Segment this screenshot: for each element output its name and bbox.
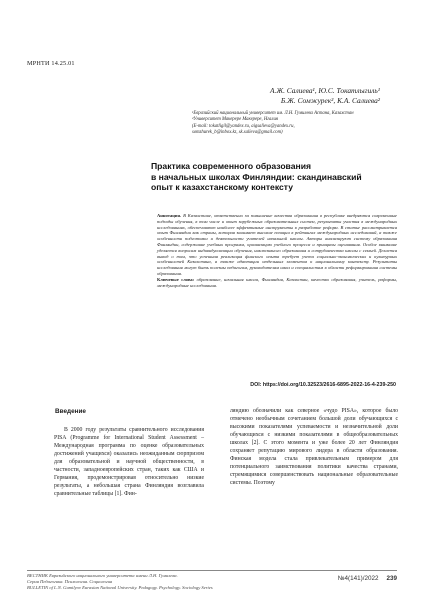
doi-link[interactable]: DOI: https://doi.org/10.32523/2616-6895-2022-16-4-239-250 [250,382,396,388]
authors-line: А.Ж. Салиева¹, Ю.С. Токатлыгиль¹ [269,86,380,95]
authors [270,86,380,106]
section-heading-introduction: Введение [55,408,86,415]
footer-line: ВЕСТНИК Евразийского национального университета имени Л.Н. Гумилева. [27,573,178,578]
body-column-right [230,408,398,488]
title-line: Практика современного образования [151,161,311,171]
abstract [157,213,397,288]
affiliation-line: ¹Евразийский национальный университет им. Л.Н. Гумилева Астана, Казахстан [192,111,354,116]
footer-divider [27,570,397,571]
paragraph: В 2000 году результаты сравнительного исследования PISA (Programme for International Student Assessment – Международная программа по оценке образовательных достижений учащихся) оказались неожиданным сюрпризом для образовательной и научной общественности, в частности, западноевропейских стран, таких как США и Германия, продемонстрировав относительно низкие результаты, а небольшая страна Финляндия возглавила сравнительные таблицы [1]. Фин- [54,427,204,497]
email-line: somzhurek_b@inbox.kz, sk.salieva@gmail.com) [192,129,283,135]
article-title [151,161,396,193]
email-line: (E-mail: tokatligil@yandex.ru, aigsalieva@yandex.ru, [192,123,295,129]
body-column-left [54,427,204,499]
footer-line: Серия Педагогика. Психология. Социология [27,578,113,584]
authors-line: Б.Ж. Сомжурек², К.А. Салиева² [280,96,380,105]
affiliation-line: ²Университет Макерере Макерере, Нгалия [192,117,278,123]
issue-page [338,575,397,582]
journal-footer [27,573,213,591]
page-number: 239 [386,575,397,582]
issue-number: №4(141)/2022 [337,575,379,582]
abstract-text: В Казахстане, ответственно за повышение качества образования в республике внедряются современные подходы обучения, в том числе и опыт зарубежных образовательных систем, результаты участия в международных исследованиях, обеспечивают наиболее эффективные инструменты в разработке реформ. В статье рассматривается опыт Финляндии как страны, которая занимает высокие позиции в рейтингах международных исследований, а также особенности подготовки и деятельности учителей начальной школы. Авторы анализируют систему образования Финляндии, содержание учебных программ, организацию учебного процесса и принципы оценивания. Особое внимание уделяется вопросам индивидуализации обучения, инклюзивного образования и сотрудничества школы с семьей. Делается вывод о том, что успешная реализация финского опыта требует учета социально-экономических и культурных особенностей Казахстана, а также адаптации отдельных элементов к национальному контексту. Результаты исследования могут быть полезны педагогам, руководителям школ и специалистам в области реформирования системы образования. [157,213,397,276]
title-line: опыт к казахстанскому контексту [151,182,294,193]
mrnti-code: МРНТИ 14.25.01 [27,60,75,67]
affiliations [192,111,392,136]
abstract-label: Аннотация. [157,213,182,218]
footer-line: BULLETIN of L.N. Gumilyov Eurasian National University. Pedagogy. Psychology. Sociology Series [27,584,213,590]
keywords-label: Ключевые слова: [157,276,195,282]
paragraph: ляндию обозначили как северное «чудо PISA», которое было отмечено необычным сочетанием большой доли обучающихся с высокими показателями успеваемости и незначительной доли обучающихся с низкими показателями в общеобразовательных школах [2]. С этого момента и уже более 20 лет Финляндия сохраняет репутацию мирового лидера в области образования. Финская модела стала привлекательным примером для потенциального заимствования политики качества странами, стремящимися совершенствовать национальные образовательные системы. Поэтому [230,408,398,486]
title-line: в начальных школах Финляндии: скандинавский [151,171,362,182]
keywords-text: образование, начальная школа, Финляндия, Казахстан, качество образования, учитель, реформы, международные исследования. [157,276,398,288]
